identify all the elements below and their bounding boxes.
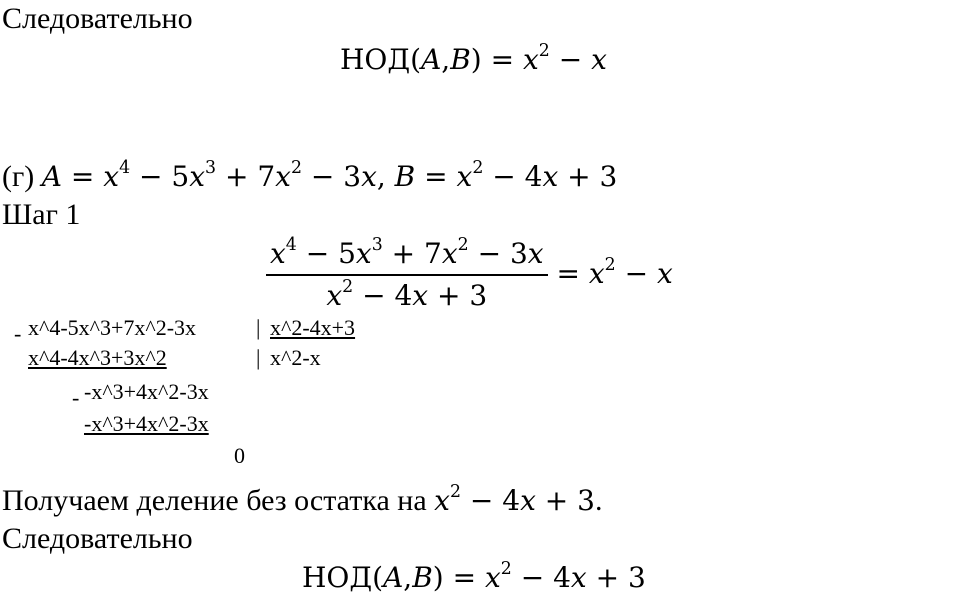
long-division-minus-sign: -: [14, 321, 22, 346]
fraction: [266, 234, 548, 312]
problem-g-statement: (г) $A = x^4 - 5x^3 + 7x^2 - 3x$, $B = x^2 - 4x + 3$: [2, 157, 618, 193]
long-division-bar-2: |: [256, 345, 261, 370]
paragraph-no-remainder: Получаем деление без остатка на $x^2 - 4x + 3$.: [2, 481, 603, 517]
long-division-bar: |: [256, 315, 261, 340]
paragraph-therefore-1: Следовательно: [2, 2, 193, 35]
fraction-denominator: $x^2 - 4x + 3$: [326, 276, 488, 312]
fraction-numerator: $x^4 - 5x^3 + 7x^2 - 3x$: [266, 238, 548, 276]
long-division-final-remainder: 0: [234, 443, 245, 468]
step-heading: Шаг 1: [2, 198, 81, 231]
long-division-subtrahend-1: x^4-4x^3+3x^2: [28, 345, 167, 370]
gcd-equation-1: $НОД(A,B) = x^2 - x$: [340, 40, 607, 76]
long-division-subtrahend-2: -x^3+4x^2-3x: [84, 411, 209, 436]
gcd-equation-2: $НОД(A,B) = x^2 - 4x + 3$: [302, 558, 646, 594]
division-fraction-equation: [266, 234, 673, 312]
long-division-divisor: x^2-4x+3: [270, 315, 356, 340]
fraction-result: = $x^2 - x$: [547, 254, 673, 290]
paragraph-therefore-2: Следовательно: [2, 522, 193, 555]
long-division-quotient: x^2-x: [270, 345, 321, 370]
long-division-dividend: x^4-5x^3+7x^2-3x: [28, 315, 197, 340]
long-division-minus-sign-2: -: [72, 385, 80, 410]
long-division-remainder-1: -x^3+4x^2-3x: [84, 379, 209, 404]
